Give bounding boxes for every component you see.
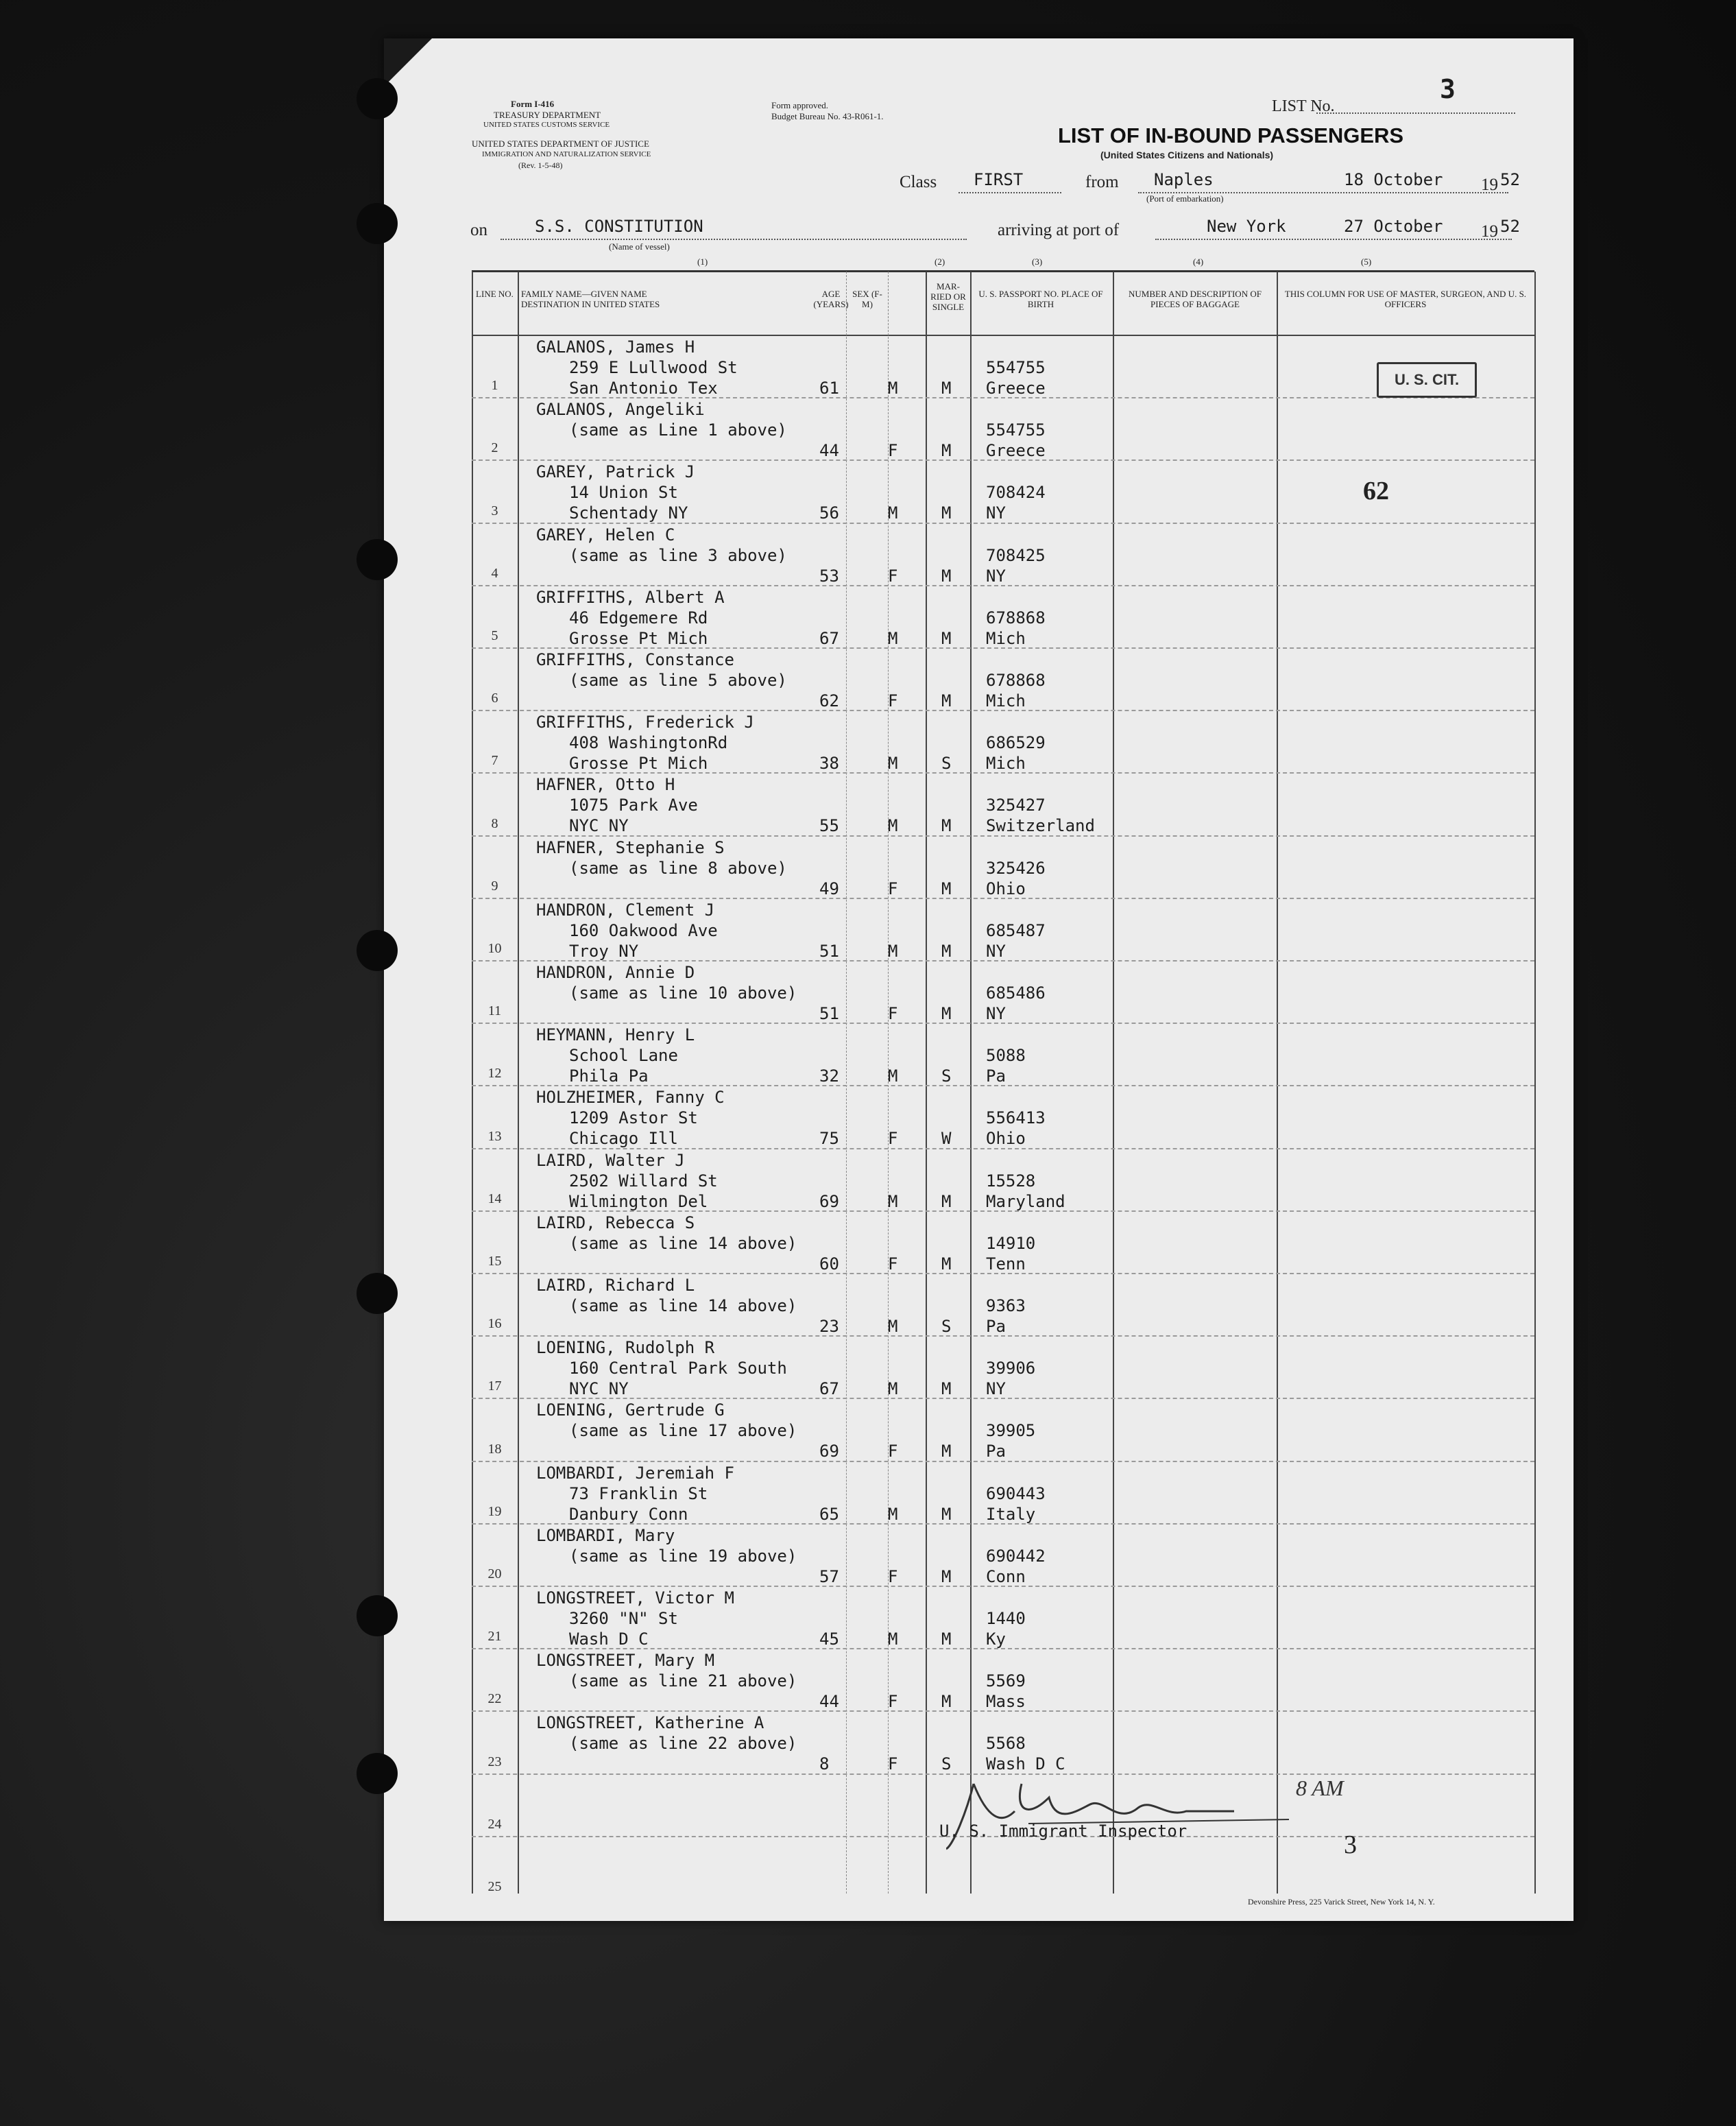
form-title: LIST OF IN-BOUND PASSENGERS [1058, 123, 1404, 147]
col-num-5: (5) [1361, 256, 1372, 267]
line-number: 5 [491, 628, 498, 643]
address-line: (same as line 10 above) [569, 983, 797, 1003]
passport-number: 39905 [986, 1421, 1036, 1441]
line-number: 13 [487, 1128, 502, 1144]
from-port: Naples [1154, 170, 1214, 189]
sex-cell: M [888, 816, 898, 836]
marital-cell: M [941, 1254, 952, 1274]
sex-cell: F [888, 1129, 898, 1149]
marital-cell: S [941, 1317, 952, 1336]
marital-cell: M [941, 1629, 952, 1649]
arrival-year: 52 [1500, 217, 1520, 236]
header-age: AGE (YEARS) [813, 289, 849, 309]
age-cell: 56 [819, 503, 839, 523]
address-line: 160 Central Park South [569, 1359, 787, 1378]
header-officers: THIS COLUMN FOR USE OF MASTER, SURGEON, AND U. S. OFFICERS [1284, 289, 1527, 309]
place-of-birth: Ohio [986, 1129, 1026, 1149]
address-city: Troy NY [569, 941, 639, 961]
punch-hole [357, 1273, 398, 1314]
col-num-1: (1) [697, 256, 708, 267]
address-line: 2502 Willard St [569, 1171, 718, 1191]
passenger-name: HOLZHEIMER, Fanny C [536, 1088, 725, 1108]
passenger-name: HANDRON, Clement J [536, 900, 715, 920]
passenger-name: GAREY, Helen C [536, 525, 675, 545]
sex-cell: F [888, 879, 898, 898]
passenger-name: LONGSTREET, Victor M [536, 1588, 734, 1608]
sex-cell: M [888, 941, 898, 961]
age-cell: 55 [819, 816, 839, 836]
passport-number: 15528 [986, 1171, 1036, 1191]
arrival-port: New York [1207, 217, 1286, 236]
line-number: 7 [491, 753, 498, 769]
address-line: (same as line 21 above) [569, 1671, 797, 1691]
sex-cell: M [888, 1317, 898, 1336]
address-line: 160 Oakwood Ave [569, 920, 718, 940]
line-number: 9 [491, 878, 498, 894]
year-prefix: 19 [1481, 176, 1498, 194]
passenger-name: GAREY, Patrick J [536, 462, 695, 482]
passenger-name: LOMBARDI, Jeremiah F [536, 1463, 734, 1483]
sex-cell: F [888, 1004, 898, 1023]
age-cell: 67 [819, 1379, 839, 1399]
sex-cell: M [888, 628, 898, 648]
marital-cell: M [941, 1191, 952, 1211]
sex-cell: F [888, 691, 898, 710]
passport-number: 678868 [986, 671, 1046, 690]
passport-number: 678868 [986, 608, 1046, 628]
marital-cell: M [941, 1004, 952, 1023]
form-approved: Form approved. [771, 100, 829, 110]
address-city: NYC NY [569, 1379, 629, 1399]
line-number: 25 [487, 1879, 502, 1894]
place-of-birth: Italy [986, 1504, 1036, 1524]
address-line: 73 Franklin St [569, 1483, 708, 1503]
passenger-count: 62 [1363, 477, 1389, 505]
age-cell: 51 [819, 941, 839, 961]
passport-number: 554755 [986, 358, 1046, 377]
line-number: 23 [487, 1754, 502, 1769]
torn-corner [384, 38, 432, 86]
header-passport: U. S. PASSPORT NO. PLACE OF BIRTH [978, 289, 1103, 309]
passenger-name: HANDRON, Annie D [536, 963, 695, 982]
treasury-dept: TREASURY DEPARTMENT [494, 110, 601, 120]
passenger-name: LONGSTREET, Katherine A [536, 1713, 764, 1733]
line-number: 3 [491, 503, 498, 518]
address-line: School Lane [569, 1046, 678, 1066]
age-cell: 61 [819, 379, 839, 398]
passenger-name: LAIRD, Walter J [536, 1150, 685, 1170]
address-city: NYC NY [569, 816, 629, 836]
header-married: MAR-RIED OR SINGLE [930, 281, 966, 312]
address-line: (same as line 8 above) [569, 858, 787, 878]
col-num-2: (2) [935, 256, 945, 267]
place-of-birth: NY [986, 1004, 1006, 1023]
address-city: Phila Pa [569, 1066, 649, 1086]
sex-cell: F [888, 1254, 898, 1274]
sex-cell: F [888, 566, 898, 586]
address-line: 46 Edgemere Rd [569, 608, 708, 628]
line-number: 10 [487, 941, 502, 956]
marital-cell: M [941, 566, 952, 586]
address-city: Wash D C [569, 1629, 649, 1649]
age-cell: 62 [819, 691, 839, 710]
vessel-name: S.S. CONSTITUTION [535, 217, 703, 236]
passenger-name: GRIFFITHS, Albert A [536, 587, 725, 607]
sex-cell: F [888, 1692, 898, 1712]
passport-number: 5569 [986, 1671, 1026, 1691]
sex-cell: M [888, 1379, 898, 1399]
marital-cell: M [941, 816, 952, 836]
age-cell: 69 [819, 1191, 839, 1211]
punch-hole [357, 1753, 398, 1794]
marital-cell: S [941, 1754, 952, 1774]
marital-cell: M [941, 503, 952, 523]
line-number: 4 [491, 565, 498, 581]
place-of-birth: Pa [986, 1317, 1006, 1336]
passport-number: 690442 [986, 1546, 1046, 1566]
line-number: 1 [491, 378, 498, 394]
sex-cell: F [888, 1754, 898, 1774]
vessel-note: (Name of vessel) [609, 241, 670, 252]
age-cell: 49 [819, 879, 839, 898]
line-number: 18 [487, 1441, 502, 1457]
address-line: (same as line 19 above) [569, 1546, 797, 1566]
marital-cell: W [941, 1129, 952, 1149]
punch-hole [357, 539, 398, 580]
inspector-title: U. S. Immigrant Inspector [939, 1822, 1188, 1841]
line-number: 11 [487, 1003, 502, 1019]
list-no-label: LIST No. [1272, 97, 1335, 115]
header-sex: SEX (F-M) [852, 289, 882, 309]
line-number: 24 [487, 1816, 502, 1832]
line-number: 2 [491, 440, 498, 456]
page-number: 3 [1344, 1830, 1357, 1859]
passport-number: 5568 [986, 1734, 1026, 1754]
line-number: 6 [491, 691, 498, 706]
address-line: (same as line 14 above) [569, 1233, 797, 1253]
age-cell: 45 [819, 1629, 839, 1649]
place-of-birth: Tenn [986, 1254, 1026, 1274]
marital-cell: M [941, 1504, 952, 1524]
passenger-name: LONGSTREET, Mary M [536, 1651, 715, 1671]
arrival-date: 27 October [1344, 217, 1443, 236]
marital-cell: M [941, 1692, 952, 1712]
age-cell: 38 [819, 754, 839, 774]
manifest-page [384, 38, 1574, 1921]
age-cell: 51 [819, 1004, 839, 1023]
marital-cell: M [941, 1566, 952, 1586]
line-number: 8 [491, 815, 498, 831]
marital-cell: S [941, 1066, 952, 1086]
place-of-birth: Greece [986, 441, 1046, 461]
place-of-birth: Maryland [986, 1191, 1065, 1211]
passport-number: 5088 [986, 1046, 1026, 1066]
passport-number: 14910 [986, 1233, 1036, 1253]
age-cell: 69 [819, 1442, 839, 1461]
passport-number: 690443 [986, 1483, 1046, 1503]
place-of-birth: NY [986, 1379, 1006, 1399]
place-of-birth: Greece [986, 379, 1046, 398]
marital-cell: M [941, 441, 952, 461]
address-line: 1209 Astor St [569, 1108, 698, 1128]
sex-cell: M [888, 1629, 898, 1649]
address-line: (same as line 14 above) [569, 1296, 797, 1315]
age-cell: 8 [819, 1754, 830, 1774]
sex-cell: M [888, 1066, 898, 1086]
passenger-name: LAIRD, Richard L [536, 1276, 695, 1295]
marital-cell: M [941, 1442, 952, 1461]
punch-hole [357, 78, 398, 119]
header-baggage: NUMBER AND DESCRIPTION OF PIECES OF BAGGAGE [1129, 289, 1262, 309]
age-cell: 67 [819, 628, 839, 648]
sex-cell: F [888, 1566, 898, 1586]
place-of-birth: NY [986, 503, 1006, 523]
passenger-name: GALANOS, James H [536, 337, 695, 357]
address-line: 3260 "N" St [569, 1609, 678, 1628]
address-city: Wilmington Del [569, 1191, 708, 1211]
age-cell: 44 [819, 1692, 839, 1712]
passenger-name: GRIFFITHS, Frederick J [536, 713, 754, 732]
passport-number: 325427 [986, 796, 1046, 815]
line-number: 21 [487, 1629, 502, 1645]
marital-cell: M [941, 879, 952, 898]
passenger-name: HAFNER, Otto H [536, 775, 675, 795]
line-number: 19 [487, 1503, 502, 1519]
age-cell: 32 [819, 1066, 839, 1086]
passenger-name: LAIRD, Rebecca S [536, 1213, 695, 1232]
passport-number: 685487 [986, 920, 1046, 940]
address-line: (same as Line 1 above) [569, 420, 787, 440]
sex-cell: M [888, 754, 898, 774]
passenger-name: HAFNER, Stephanie S [536, 837, 725, 857]
place-of-birth: Ohio [986, 879, 1026, 898]
budget-bureau: Budget Bureau No. 43-R061-1. [771, 111, 884, 121]
revision: (Rev. 1-5-48) [518, 160, 563, 170]
sex-cell: M [888, 1504, 898, 1524]
printer-imprint: Devonshire Press, 225 Varick Street, New York 14, N. Y. [1248, 1897, 1435, 1907]
header-name: FAMILY NAME—GIVEN NAME DESTINATION IN UNITED STATES [521, 289, 660, 309]
place-of-birth: Pa [986, 1066, 1006, 1086]
age-cell: 60 [819, 1254, 839, 1274]
passport-number: 686529 [986, 733, 1046, 753]
age-cell: 23 [819, 1317, 839, 1336]
passport-number: 556413 [986, 1108, 1046, 1128]
address-line: (same as line 3 above) [569, 545, 787, 565]
signature-time: 8 AM [1296, 1776, 1344, 1800]
marital-cell: M [941, 1379, 952, 1399]
customs-service: UNITED STATES CUSTOMS SERVICE [483, 121, 610, 129]
address-line: 408 WashingtonRd [569, 733, 728, 753]
line-number: 15 [487, 1254, 502, 1269]
age-cell: 75 [819, 1129, 839, 1149]
address-line: 259 E Lullwood St [569, 358, 738, 377]
passenger-name: LOENING, Rudolph R [536, 1338, 715, 1358]
place-of-birth: Wash D C [986, 1754, 1065, 1774]
passenger-name: GRIFFITHS, Constance [536, 650, 734, 669]
place-of-birth: Switzerland [986, 816, 1095, 836]
passenger-name: HEYMANN, Henry L [536, 1025, 695, 1045]
sex-cell: M [888, 503, 898, 523]
marital-cell: M [941, 691, 952, 710]
embarkation-note: (Port of embarkation) [1146, 193, 1224, 204]
ins: IMMIGRATION AND NATURALIZATION SERVICE [482, 150, 651, 158]
line-number: 20 [487, 1566, 502, 1581]
line-number: 12 [487, 1066, 502, 1082]
age-cell: 57 [819, 1566, 839, 1586]
address-line: 1075 Park Ave [569, 796, 698, 815]
us-citizen-stamp: U. S. CIT. [1377, 362, 1477, 398]
sex-cell: F [888, 1442, 898, 1461]
passport-number: 325426 [986, 858, 1046, 878]
punch-hole [357, 930, 398, 971]
col-num-3: (3) [1032, 256, 1043, 267]
passport-number: 39906 [986, 1359, 1036, 1378]
sex-cell: M [888, 379, 898, 398]
marital-cell: S [941, 754, 952, 774]
address-city: Grosse Pt Mich [569, 754, 708, 774]
header-line-no: LINE NO. [476, 289, 514, 299]
line-number: 16 [487, 1316, 502, 1332]
punch-hole [357, 203, 398, 244]
passport-number: 1440 [986, 1609, 1026, 1628]
form-number: Form I-416 [511, 99, 555, 109]
passenger-name: LOENING, Gertrude G [536, 1400, 725, 1420]
age-cell: 53 [819, 566, 839, 586]
form-subtitle: (United States Citizens and Nationals) [1100, 150, 1274, 160]
place-of-birth: Ky [986, 1629, 1006, 1649]
place-of-birth: Mich [986, 754, 1026, 774]
passport-number: 708425 [986, 545, 1046, 565]
line-number: 22 [487, 1691, 502, 1707]
line-number: 14 [487, 1191, 502, 1206]
line-number: 17 [487, 1378, 502, 1394]
place-of-birth: NY [986, 941, 1006, 961]
class-value: FIRST [974, 170, 1024, 189]
justice-dept: UNITED STATES DEPARTMENT OF JUSTICE [472, 139, 649, 149]
list-number: 3 [1440, 74, 1456, 104]
place-of-birth: Pa [986, 1442, 1006, 1461]
departure-date: 18 October [1344, 170, 1443, 189]
place-of-birth: Conn [986, 1566, 1026, 1586]
col-num-4: (4) [1193, 256, 1204, 267]
sex-cell: M [888, 1191, 898, 1211]
marital-cell: M [941, 941, 952, 961]
place-of-birth: Mich [986, 628, 1026, 648]
place-of-birth: Mich [986, 691, 1026, 710]
address-line: 14 Union St [569, 483, 678, 503]
age-cell: 65 [819, 1504, 839, 1524]
class-label: Class [900, 173, 937, 191]
address-city: San Antonio Tex [569, 379, 718, 398]
address-line: (same as line 22 above) [569, 1734, 797, 1754]
address-city: Schentady NY [569, 503, 688, 523]
address-city: Grosse Pt Mich [569, 628, 708, 648]
address-line: (same as line 17 above) [569, 1421, 797, 1441]
departure-year: 52 [1500, 170, 1520, 189]
passport-number: 685486 [986, 983, 1046, 1003]
sex-cell: F [888, 441, 898, 461]
address-line: (same as line 5 above) [569, 671, 787, 690]
address-city: Chicago Ill [569, 1129, 678, 1149]
punch-hole [357, 1595, 398, 1636]
passport-number: 708424 [986, 483, 1046, 503]
place-of-birth: Mass [986, 1692, 1026, 1712]
year-prefix-arrival: 19 [1481, 222, 1498, 241]
marital-cell: M [941, 628, 952, 648]
arriving-label: arriving at port of [998, 221, 1120, 239]
passport-number: 554755 [986, 420, 1046, 440]
from-label: from [1085, 173, 1119, 191]
marital-cell: M [941, 379, 952, 398]
passenger-name: LOMBARDI, Mary [536, 1525, 675, 1545]
address-city: Danbury Conn [569, 1504, 688, 1524]
place-of-birth: NY [986, 566, 1006, 586]
passport-number: 9363 [986, 1296, 1026, 1315]
passenger-name: GALANOS, Angeliki [536, 400, 705, 420]
on-label: on [470, 221, 487, 239]
age-cell: 44 [819, 441, 839, 461]
